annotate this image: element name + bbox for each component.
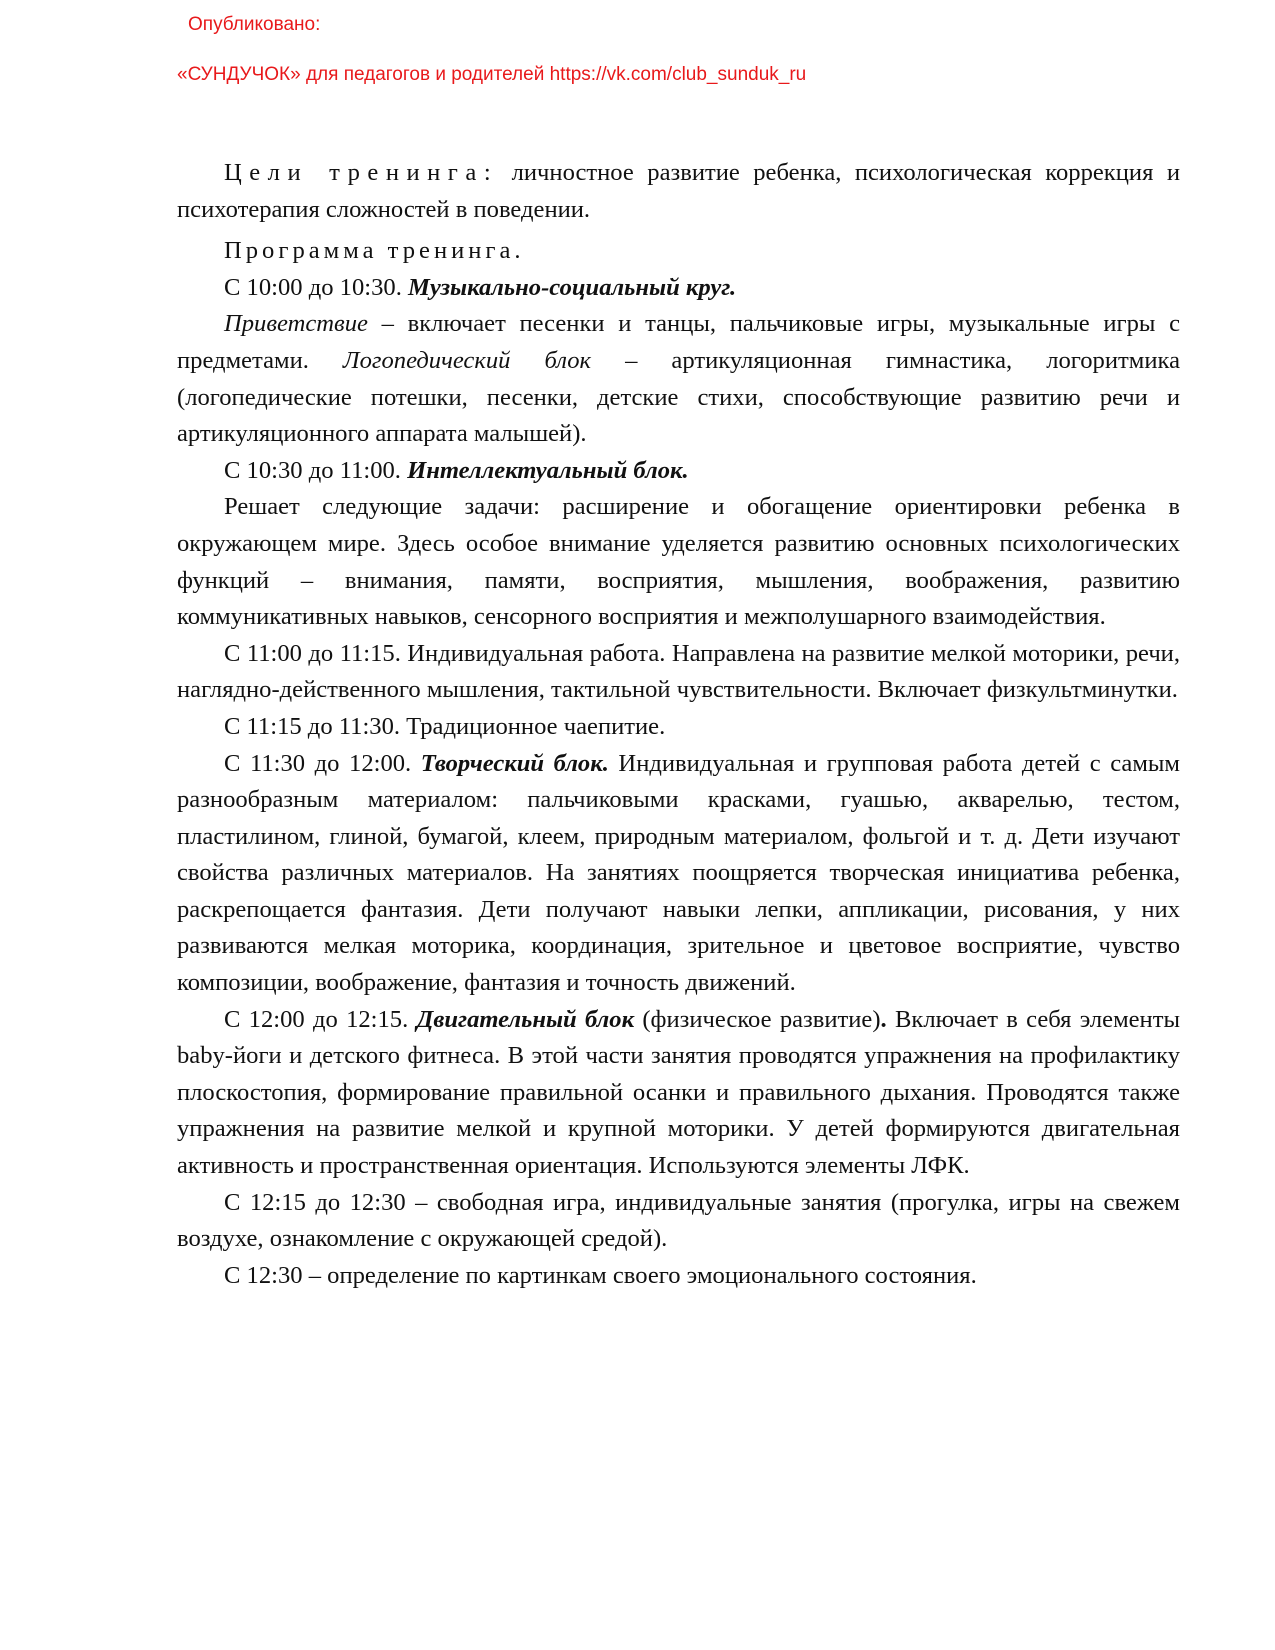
published-label: Опубликовано: [188, 14, 321, 35]
paragraph-greeting [177, 306, 1180, 452]
greeting-text: – включает песенки и танцы, пальчиковые игры, музыкальные игры с предметами. [177, 310, 1180, 374]
paragraph-music-circle [177, 270, 1180, 307]
block-title: Интеллектуальный блок. [407, 456, 689, 484]
block-title: Двигательный блок [416, 1005, 635, 1033]
speech-block-text: – артикуляционная гимнастика, логоритмика (логопедические потешки, песенки, детские стихи, способствующие развитию речи и артикуляционного аппарата малышей). [177, 346, 1180, 448]
paragraph-individual-work: С 11:00 до 11:15. Индивидуальная работа. Направлена на развитие мелкой моторики, речи, наглядно-действенного мышления, тактильной чувствительности. Включает физкультминутки. [177, 639, 1180, 704]
document-body [177, 155, 1180, 1294]
time-range: С 12:00 до 12:15. [224, 1005, 417, 1033]
term-greeting: Приветствие [224, 310, 368, 338]
paragraph-program-heading [177, 233, 1180, 270]
paragraph-goals [177, 155, 1180, 228]
time-range: С 10:30 до 11:00. [224, 456, 408, 484]
creative-text: Индивидуальная и групповая работа детей с самым разнообразным материалом: пальчиковыми красками, гуашью, акварелью, тестом, пластилином, глиной, бумагой, клеем, природным материалом, фольгой и т. д. Дети изучают свойства различных материалов. На занятиях поощряется творческая инициатива ребенка, раскрепощается фантазия. Дети получают навыки лепки, аппликации, рисования, у них развиваются мелкая моторика, координация, зрительное и цветовое восприятие, чувство композиции, воображение, фантазия и точность движений. [177, 749, 1180, 997]
motor-text: Включает в себя элементы baby-йоги и детского фитнеса. В этой части занятия проводятся упражнения на профилактику плоскостопия, формирование правильной осанки и правильного дыхания. Проводятся также упражнения на развитие мелкой и крупной моторики. У детей формируются двигательная активность и пространственная ориентация. Используются элементы ЛФК. [177, 1005, 1180, 1180]
paragraph-tea: С 11:15 до 11:30. Традиционное чаепитие. [224, 712, 666, 740]
block-title: Творческий блок. [420, 749, 609, 777]
goals-label: Цели тренинга: [224, 159, 499, 186]
source-link-line[interactable]: «СУНДУЧОК» для педагогов и родителей https://vk.com/club_sunduk_ru [177, 64, 807, 85]
paragraph-intellectual [177, 453, 1180, 490]
term-speech-block: Логопедический блок [342, 346, 592, 374]
program-label: Программа тренинга. [224, 237, 525, 265]
goals-text: личностное развитие ребенка, психологическая коррекция и психотерапия сложностей в поведении. [177, 159, 1180, 223]
paragraph-motor [177, 1002, 1180, 1185]
block-title: Музыкально-социальный круг. [408, 273, 737, 301]
time-range: С 11:30 до 12:00. [224, 749, 421, 777]
paragraph-intellectual-tasks: Решает следующие задачи: расширение и обогащение ориентировки ребенка в окружающем мире. Здесь особое внимание уделяется развитию основных психологических функций – внимания, памяти, восприятия, мышления, воображения, развитию коммуникативных навыков, сенсорного восприятия и межполушарного взаимодействия. [177, 493, 1180, 631]
paragraph-creative [177, 746, 1180, 1002]
motor-dot: . [880, 1005, 887, 1033]
time-range: С 10:00 до 10:30. [224, 273, 408, 301]
paragraph-emotions: С 12:30 – определение по картинкам своего эмоционального состояния. [224, 1261, 977, 1289]
paragraph-free-play: С 12:15 до 12:30 – свободная игра, индивидуальные занятия (прогулка, игры на свежем воздухе, ознакомление с окружающей средой). [177, 1188, 1180, 1253]
motor-paren: (физическое развитие) [634, 1005, 881, 1033]
